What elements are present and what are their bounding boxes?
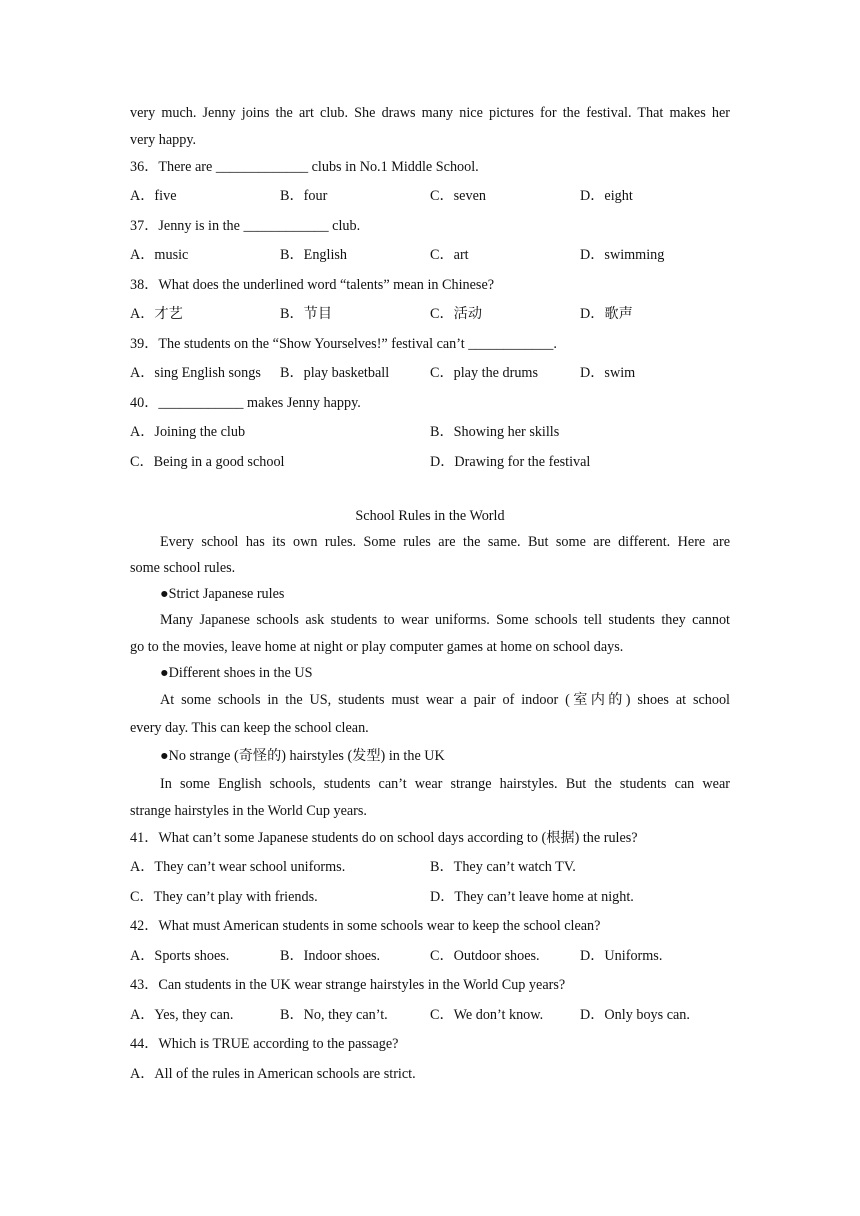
question-40-options-row1 bbox=[130, 422, 730, 442]
question-44-option-a: A．All of the rules in American schools are strict. bbox=[130, 1066, 416, 1082]
question-40-stem: 40．____________ makes Jenny happy. bbox=[130, 395, 361, 411]
question-42-options bbox=[130, 946, 730, 966]
option-c: C．They can’t play with friends. bbox=[130, 889, 318, 905]
question-41-stem: 41．What can’t some Japanese students do on school days according to (根据) the rules? bbox=[130, 830, 638, 846]
option-b: B．节目 bbox=[280, 306, 333, 322]
option-d: D．歌声 bbox=[580, 306, 633, 322]
option-b: B．Showing her skills bbox=[430, 424, 560, 440]
question-41-options-row1 bbox=[130, 857, 730, 877]
question-37-stem: 37．Jenny is in the ____________ club. bbox=[130, 218, 361, 234]
passage-line: very much. Jenny joins the art club. She draws many nice pictures for the festival. That makes her bbox=[130, 105, 730, 121]
option-a: A．sing English songs bbox=[130, 365, 261, 381]
passage-title: School Rules in the World bbox=[355, 508, 505, 524]
option-a: A．Joining the club bbox=[130, 424, 246, 440]
question-43-options bbox=[130, 1005, 730, 1025]
passage-line: go to the movies, leave home at night or play computer games at home on school days. bbox=[130, 639, 624, 655]
option-c: C．seven bbox=[430, 188, 486, 204]
question-38-stem: 38．What does the underlined word “talents” mean in Chinese? bbox=[130, 277, 495, 293]
passage-line: very happy. bbox=[130, 132, 197, 148]
section-heading: ●No strange (奇怪的) hairstyles (发型) in the UK bbox=[160, 748, 445, 764]
option-b: B．Indoor shoes. bbox=[280, 948, 381, 964]
section-heading: ●Strict Japanese rules bbox=[160, 586, 285, 602]
question-36-options bbox=[130, 186, 730, 206]
passage-line: In some English schools, students can’t wear strange hairstyles. But the students can wear bbox=[160, 776, 730, 792]
question-43-stem: 43．Can students in the UK wear strange hairstyles in the World Cup years? bbox=[130, 977, 566, 993]
option-c: C．We don’t know. bbox=[430, 1007, 544, 1023]
option-a: A．five bbox=[130, 188, 177, 204]
option-c: C．art bbox=[430, 247, 469, 263]
passage-line: some school rules. bbox=[130, 560, 236, 576]
question-44-stem: 44．Which is TRUE according to the passage? bbox=[130, 1036, 399, 1052]
question-42-stem: 42．What must American students in some schools wear to keep the school clean? bbox=[130, 918, 601, 934]
option-a: A．Yes, they can. bbox=[130, 1007, 234, 1023]
option-c: C．Outdoor shoes. bbox=[430, 948, 540, 964]
option-a: A．才艺 bbox=[130, 306, 183, 322]
passage-line: Many Japanese schools ask students to wear uniforms. Some schools tell students they cannot bbox=[160, 612, 730, 628]
option-c: C．活动 bbox=[430, 306, 483, 322]
section-heading: ●Different shoes in the US bbox=[160, 665, 313, 681]
option-b: B．English bbox=[280, 247, 348, 263]
question-37-options bbox=[130, 245, 730, 265]
passage-line: strange hairstyles in the World Cup years. bbox=[130, 803, 367, 819]
option-a: A．Sports shoes. bbox=[130, 948, 230, 964]
option-c: C．Being in a good school bbox=[130, 454, 285, 470]
question-39-options bbox=[130, 363, 730, 383]
option-b: B．four bbox=[280, 188, 328, 204]
option-d: D．swim bbox=[580, 365, 636, 381]
question-36-stem: 36．There are _____________ clubs in No.1 Middle School. bbox=[130, 159, 479, 175]
option-a: A．music bbox=[130, 247, 189, 263]
option-b: B．No, they can’t. bbox=[280, 1007, 388, 1023]
option-b: B．play basketball bbox=[280, 365, 390, 381]
option-d: D．swimming bbox=[580, 247, 665, 263]
passage-line: every day. This can keep the school clean. bbox=[130, 720, 369, 736]
option-d: D．They can’t leave home at night. bbox=[430, 889, 634, 905]
option-d: D．eight bbox=[580, 188, 633, 204]
option-b: B．They can’t watch TV. bbox=[430, 859, 576, 875]
question-39-stem: 39．The students on the “Show Yourselves!” festival can’t ____________. bbox=[130, 336, 557, 352]
question-41-options-row2 bbox=[130, 887, 730, 907]
option-d: D．Only boys can. bbox=[580, 1007, 690, 1023]
question-40-options-row2 bbox=[130, 452, 730, 472]
option-d: D．Drawing for the festival bbox=[430, 454, 591, 470]
passage-line: At some schools in the US, students must wear a pair of indoor (室内的) shoes at school bbox=[160, 692, 730, 708]
question-38-options bbox=[130, 304, 730, 324]
option-d: D．Uniforms. bbox=[580, 948, 663, 964]
passage-line: Every school has its own rules. Some rules are the same. But some are different. Here are bbox=[160, 534, 730, 550]
option-c: C．play the drums bbox=[430, 365, 538, 381]
option-a: A．They can’t wear school uniforms. bbox=[130, 859, 346, 875]
